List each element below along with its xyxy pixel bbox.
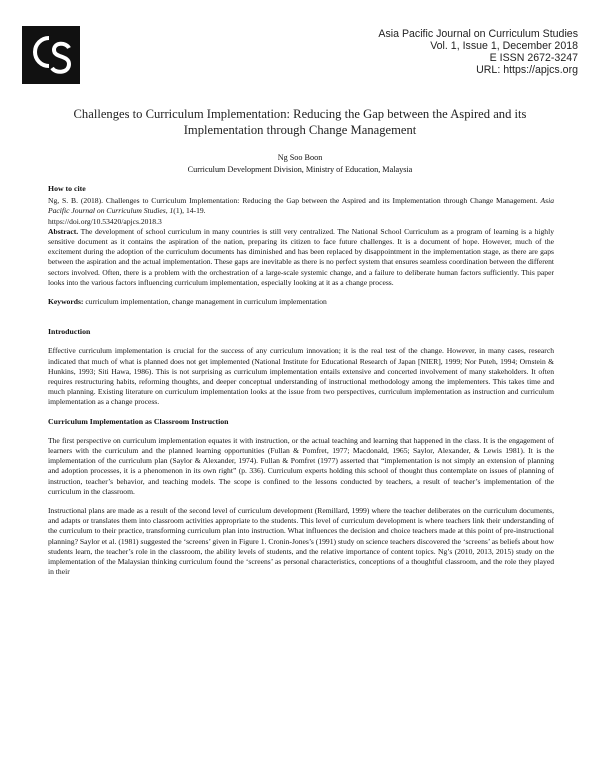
how-to-cite (48, 184, 554, 227)
introduction-paragraph: Effective curriculum implementation is crucial for the success of any curriculum innovation; it is the real test of the change. However, in many cases, research indicated that much of what is planned does not get implemented (National Institute for Educational Research of Japan [NIER], 1999; Nor Puteh, 1994; Ornstein & Hunkins, 1993; Siti Hawa, 1986). This is not surprising as curriculum implementation entails extensive and concerted involvement of many stakeholders. It often requires restructuring habits, reforming thoughts, and deeper conceptual understanding of instructional methodology among the implementers. This takes time and much planning. Existing literature on curriculum implementation looks at the issue from two perspectives, curriculum implementation as instruction and curriculum implementation as a change process. (48, 346, 554, 407)
paper-body (48, 184, 554, 587)
cite-doi-link[interactable]: https://doi.org/10.53420/apjcs.2018.3 (48, 216, 162, 226)
keywords (48, 297, 554, 307)
journal-eissn: E ISSN 2672-3247 (489, 52, 578, 64)
classroom-instruction-paragraph-1: The first perspective on curriculum implementation equates it with instruction, or the actual teaching and learning that happened in the class. It is the engagement of learners with the curriculum and the planned learning opportunities (Fullan & Pomfret, 1977; Macdonald, 1965; Saylor, Alexander, & Lewis 1981). It is the implementation of the curriculum plan (Saylor & Alexander, 1974). Fullan & Pomfret (1977) asserted that “implementation is not simply an extension of planning and adoption processes, it is a phenomenon in its own right” (p. 336). Curriculum experts holding this school of thought thus contemplate on issues of planning of instruction, teacher’s behavior, and teaching models. The scope is confined to the lessons conducted by teachers, a result of teacher’s implementation of the curriculum in the classroom. (48, 435, 554, 496)
keywords-label: Keywords: (48, 297, 84, 307)
author-block (40, 152, 560, 176)
abstract-text: The development of school curriculum in many countries is still very centralized. The National School Curriculum as a program of learning is a highly sensitive document as it contains the aspiration of the nation, preparing its citizen to face future challenges. It is a document of hope. However, much of the excitement during the adoption of the curriculum documents has diminished and has been replaced by disappointment in the implementation stage, as there are gaps between the aspiration and the actual implementation. These gaps are inevitable as there is no perfect system that ensures seamless coordination between the different sectors involved. Often, there is a problem with the orchestration of a large-scale systemic change, and a failure to deliberate human factors sufficiently. This paper looks into the various factors influencing curriculum implementation, especially looking at it as a change process. (48, 226, 554, 287)
author-name: Ng Soo Boon (277, 153, 323, 162)
cite-text (48, 196, 554, 216)
cite-journal: Asia Pacific Journal on Curriculum Studies, 1 (48, 196, 554, 216)
abstract-label: Abstract. (48, 226, 79, 236)
journal-issue: Vol. 1, Issue 1, December 2018 (430, 40, 578, 52)
journal-logo (22, 26, 80, 84)
author-affiliation: Curriculum Development Division, Ministry of Education, Malaysia (187, 165, 413, 174)
introduction-heading: Introduction (48, 327, 91, 337)
cs-logo-icon (22, 26, 80, 84)
title-line-2: Implementation through Change Management (183, 123, 417, 137)
cite-heading: How to cite (48, 184, 86, 193)
paper-title (40, 106, 560, 138)
cite-reference: Ng, S. B. (2018). Challenges to Curriculum Implementation: Reducing the Gap between the Aspired and its Implementation through Change Management. (48, 196, 538, 206)
classroom-instruction-heading: Curriculum Implementation as Classroom Instruction (48, 416, 229, 426)
abstract (48, 227, 554, 288)
journal-url[interactable]: URL: https://apjcs.org (476, 64, 578, 76)
classroom-instruction-paragraph-2: Instructional plans are made as a result of the second level of curriculum development (Remillard, 1999) where the teacher deliberates on the curriculum documents, and adapts or translates them into classroom activities appropriate to the students. This level of curriculum development is where teachers link their understanding of the curriculum to their practice, transforming curriculum plan into instruction. What influences the decision and choice teachers made at this point of pre-instructional planning? Saylor et al. (1981) suggested the ‘screens’ given in Figure 1. Cronin-Jones’s (1991) study on science teachers discovered the ‘screens’ as beliefs about how students learn, the teacher’s role in the classroom, the ability levels of students, and the relative importance of content topics. Ng’s (2010, 2013, 2015) study on the implementation of the Malaysian thinking curriculum found the ‘screens’ as personal characteristics, conceptions of a thoughtful classroom, and the role they played in their (48, 506, 554, 577)
journal-header (378, 28, 578, 76)
journal-name: Asia Pacific Journal on Curriculum Studies (378, 28, 578, 40)
cite-issue-pages: (1), 14-19. (173, 206, 206, 216)
title-line-1: Challenges to Curriculum Implementation: Reducing the Gap between the Aspired and its (73, 107, 527, 121)
keywords-text: curriculum implementation, change management in curriculum implementation (85, 297, 327, 307)
